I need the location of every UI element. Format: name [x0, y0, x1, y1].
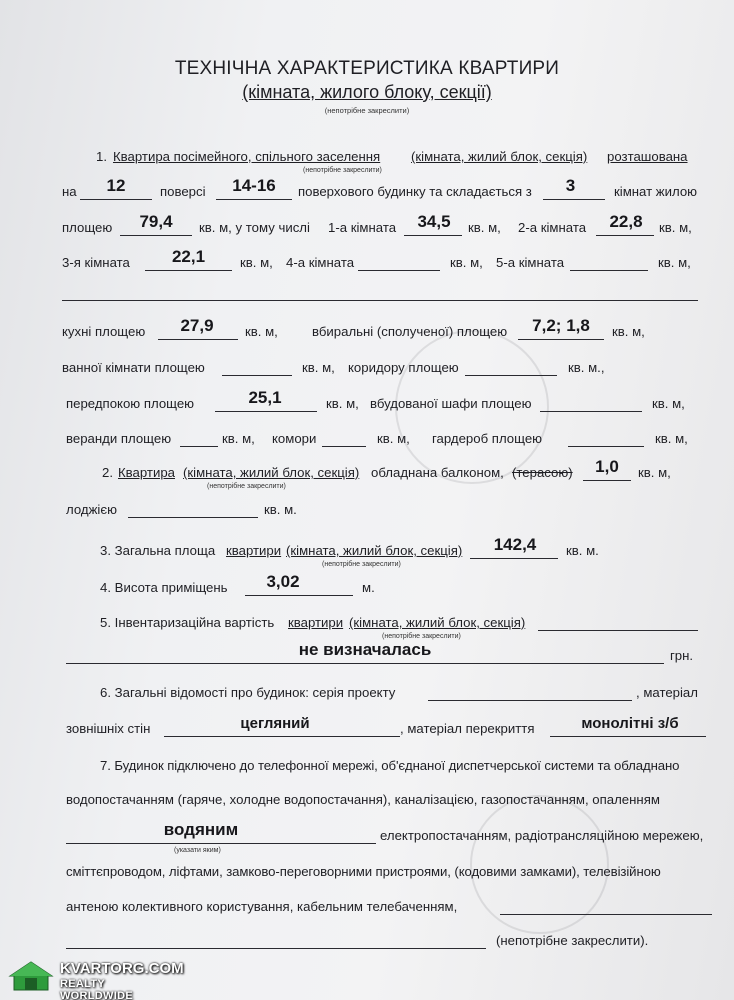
floors-material-label: , матеріал перекриття	[400, 721, 535, 736]
room-3-value: 22,1	[171, 247, 206, 266]
room-2-value: 22,8	[609, 212, 643, 231]
unit: кв. м,	[222, 431, 255, 446]
wardrobe-label: гардероб площею	[432, 431, 543, 446]
unit: кв. м,	[612, 324, 645, 339]
struck-option: (кімната, жилий блок, секція)	[349, 615, 526, 630]
watermark-text: KVARTORG.COM	[60, 960, 184, 977]
balcony-value: 1,0	[595, 457, 619, 476]
balcony-label: обладнана балконом,	[371, 465, 504, 480]
floors-total-value: 14-16	[232, 176, 276, 195]
hall-label: передпокою площею	[66, 396, 195, 411]
material-label: , матеріал	[636, 685, 698, 700]
walls-label: зовнішніх стін	[66, 721, 151, 736]
height-label: 4. Висота приміщень	[100, 580, 228, 595]
walls-value: цегляний	[240, 715, 310, 732]
strike-note: (непотрібне закреслити)	[322, 561, 401, 568]
document-subtitle: (кімната, жилого блоку, секції)	[242, 82, 492, 102]
subtitle-note: (непотрібне закреслити)	[324, 106, 410, 115]
loggia-label: лоджією	[66, 502, 117, 517]
heating-value: водяним	[163, 820, 239, 839]
veranda-label: веранди площею	[66, 431, 172, 446]
strike-note: (непотрібне закреслити)	[207, 483, 286, 490]
corridor-label: коридору площею	[348, 360, 459, 375]
room-3-label: 3-я кімната	[62, 255, 130, 270]
height-value: 3,02	[266, 572, 300, 591]
unit: м.	[362, 580, 375, 595]
apartment-type: Квартира посімейного, спільного заселення	[113, 149, 381, 164]
floor-label: поверсі	[160, 184, 206, 199]
room-1-label: 1-а кімната	[328, 220, 397, 235]
unit: кв. м.	[566, 543, 599, 558]
building-info-label: 6. Загальні відомості про будинок: серія проекту	[100, 685, 396, 700]
struck-option: (кімната, жилий блок, секція)	[286, 543, 463, 558]
unit: кв. м,	[638, 465, 671, 480]
apartment-label: Квартира	[118, 465, 175, 480]
watermark-subtext: REALTY WORLDWIDE	[60, 978, 133, 1000]
heating-note: (указати яким)	[174, 847, 221, 854]
wc-label: вбиральні (сполученої) площею	[312, 324, 508, 339]
unit: кв. м,	[326, 396, 359, 411]
closet-label: вбудованої шафи площею	[370, 396, 532, 411]
building-label: поверхового будинку та складається з	[298, 184, 532, 199]
unit: кв. м,	[659, 220, 692, 235]
unit: кв. м,	[655, 431, 688, 446]
room-1-value: 34,5	[417, 212, 451, 231]
kitchen-label: кухні площею	[62, 324, 146, 339]
struck-option: (кімната, жилий блок, секція)	[411, 149, 588, 164]
house-icon	[8, 960, 54, 992]
room-5-label: 5-а кімната	[496, 255, 565, 270]
rooms-label: кімнат жилою	[614, 184, 698, 199]
on-label: на	[62, 184, 77, 199]
strike-note: (непотрібне закреслити).	[496, 933, 649, 948]
strike-note: (непотрібне закреслити)	[303, 167, 382, 174]
section-7-text: електропостачанням, радіотрансляційною мережею,	[380, 828, 704, 843]
area-label: площею	[62, 220, 113, 235]
unit: кв. м.	[264, 502, 297, 517]
room-4-label: 4-а кімната	[286, 255, 355, 270]
including-label: кв. м, у тому числі	[199, 220, 310, 235]
unit: кв. м,	[658, 255, 691, 270]
apartment-label: квартири	[288, 615, 344, 630]
apartment-label: квартири	[226, 543, 282, 558]
bath-label: ванної кімнати площею	[62, 360, 205, 375]
unit: кв. м.,	[568, 360, 605, 375]
total-area-value: 142,4	[493, 535, 537, 554]
inventory-value: не визначалась	[298, 640, 432, 659]
section-7-text: сміттєпроводом, ліфтами, замково-переговорними пристроями, (кодовими замками), телевізійною	[66, 864, 661, 879]
strike-note: (непотрібне закреслити)	[382, 633, 461, 640]
unit: кв. м,	[450, 255, 483, 270]
total-area-label: 3. Загальна площа	[100, 543, 216, 558]
section-number: 2.	[102, 465, 113, 480]
located-label: розташована	[607, 149, 688, 164]
storage-label: комори	[272, 431, 317, 446]
struck-option: (терасою)	[512, 465, 573, 480]
floor-value: 12	[106, 176, 126, 195]
currency-unit: грн.	[670, 648, 694, 663]
wc-value: 7,2; 1,8	[532, 316, 590, 335]
unit: кв. м,	[245, 324, 278, 339]
room-2-label: 2-а кімната	[518, 220, 587, 235]
unit: кв. м,	[652, 396, 685, 411]
unit: кв. м,	[468, 220, 501, 235]
unit: кв. м,	[377, 431, 410, 446]
living-area-value: 79,4	[139, 212, 173, 231]
floors-material-value: монолітні з/б	[581, 715, 679, 732]
rooms-value: 3	[565, 176, 576, 195]
kitchen-value: 27,9	[180, 316, 214, 335]
inventory-value-label: 5. Інвентаризаційна вартість	[100, 615, 275, 630]
unit: кв. м,	[240, 255, 273, 270]
struck-option: (кімната, жилий блок, секція)	[183, 465, 360, 480]
section-7-text: 7. Будинок підключено до телефонної мережі, об'єднаної диспетчерської системи та обладнано	[100, 758, 680, 773]
document-title: ТЕХНІЧНА ХАРАКТЕРИСТИКА КВАРТИРИ	[174, 58, 560, 79]
unit: кв. м,	[302, 360, 335, 375]
section-7-text: водопостачанням (гаряче, холодне водопостачання), каналізацією, газопостачанням, опаленням	[66, 792, 660, 807]
section-7-text: антеною колективного користування, кабельним телебаченням,	[66, 899, 458, 914]
section-number: 1.	[96, 149, 107, 164]
hall-value: 25,1	[248, 388, 282, 407]
